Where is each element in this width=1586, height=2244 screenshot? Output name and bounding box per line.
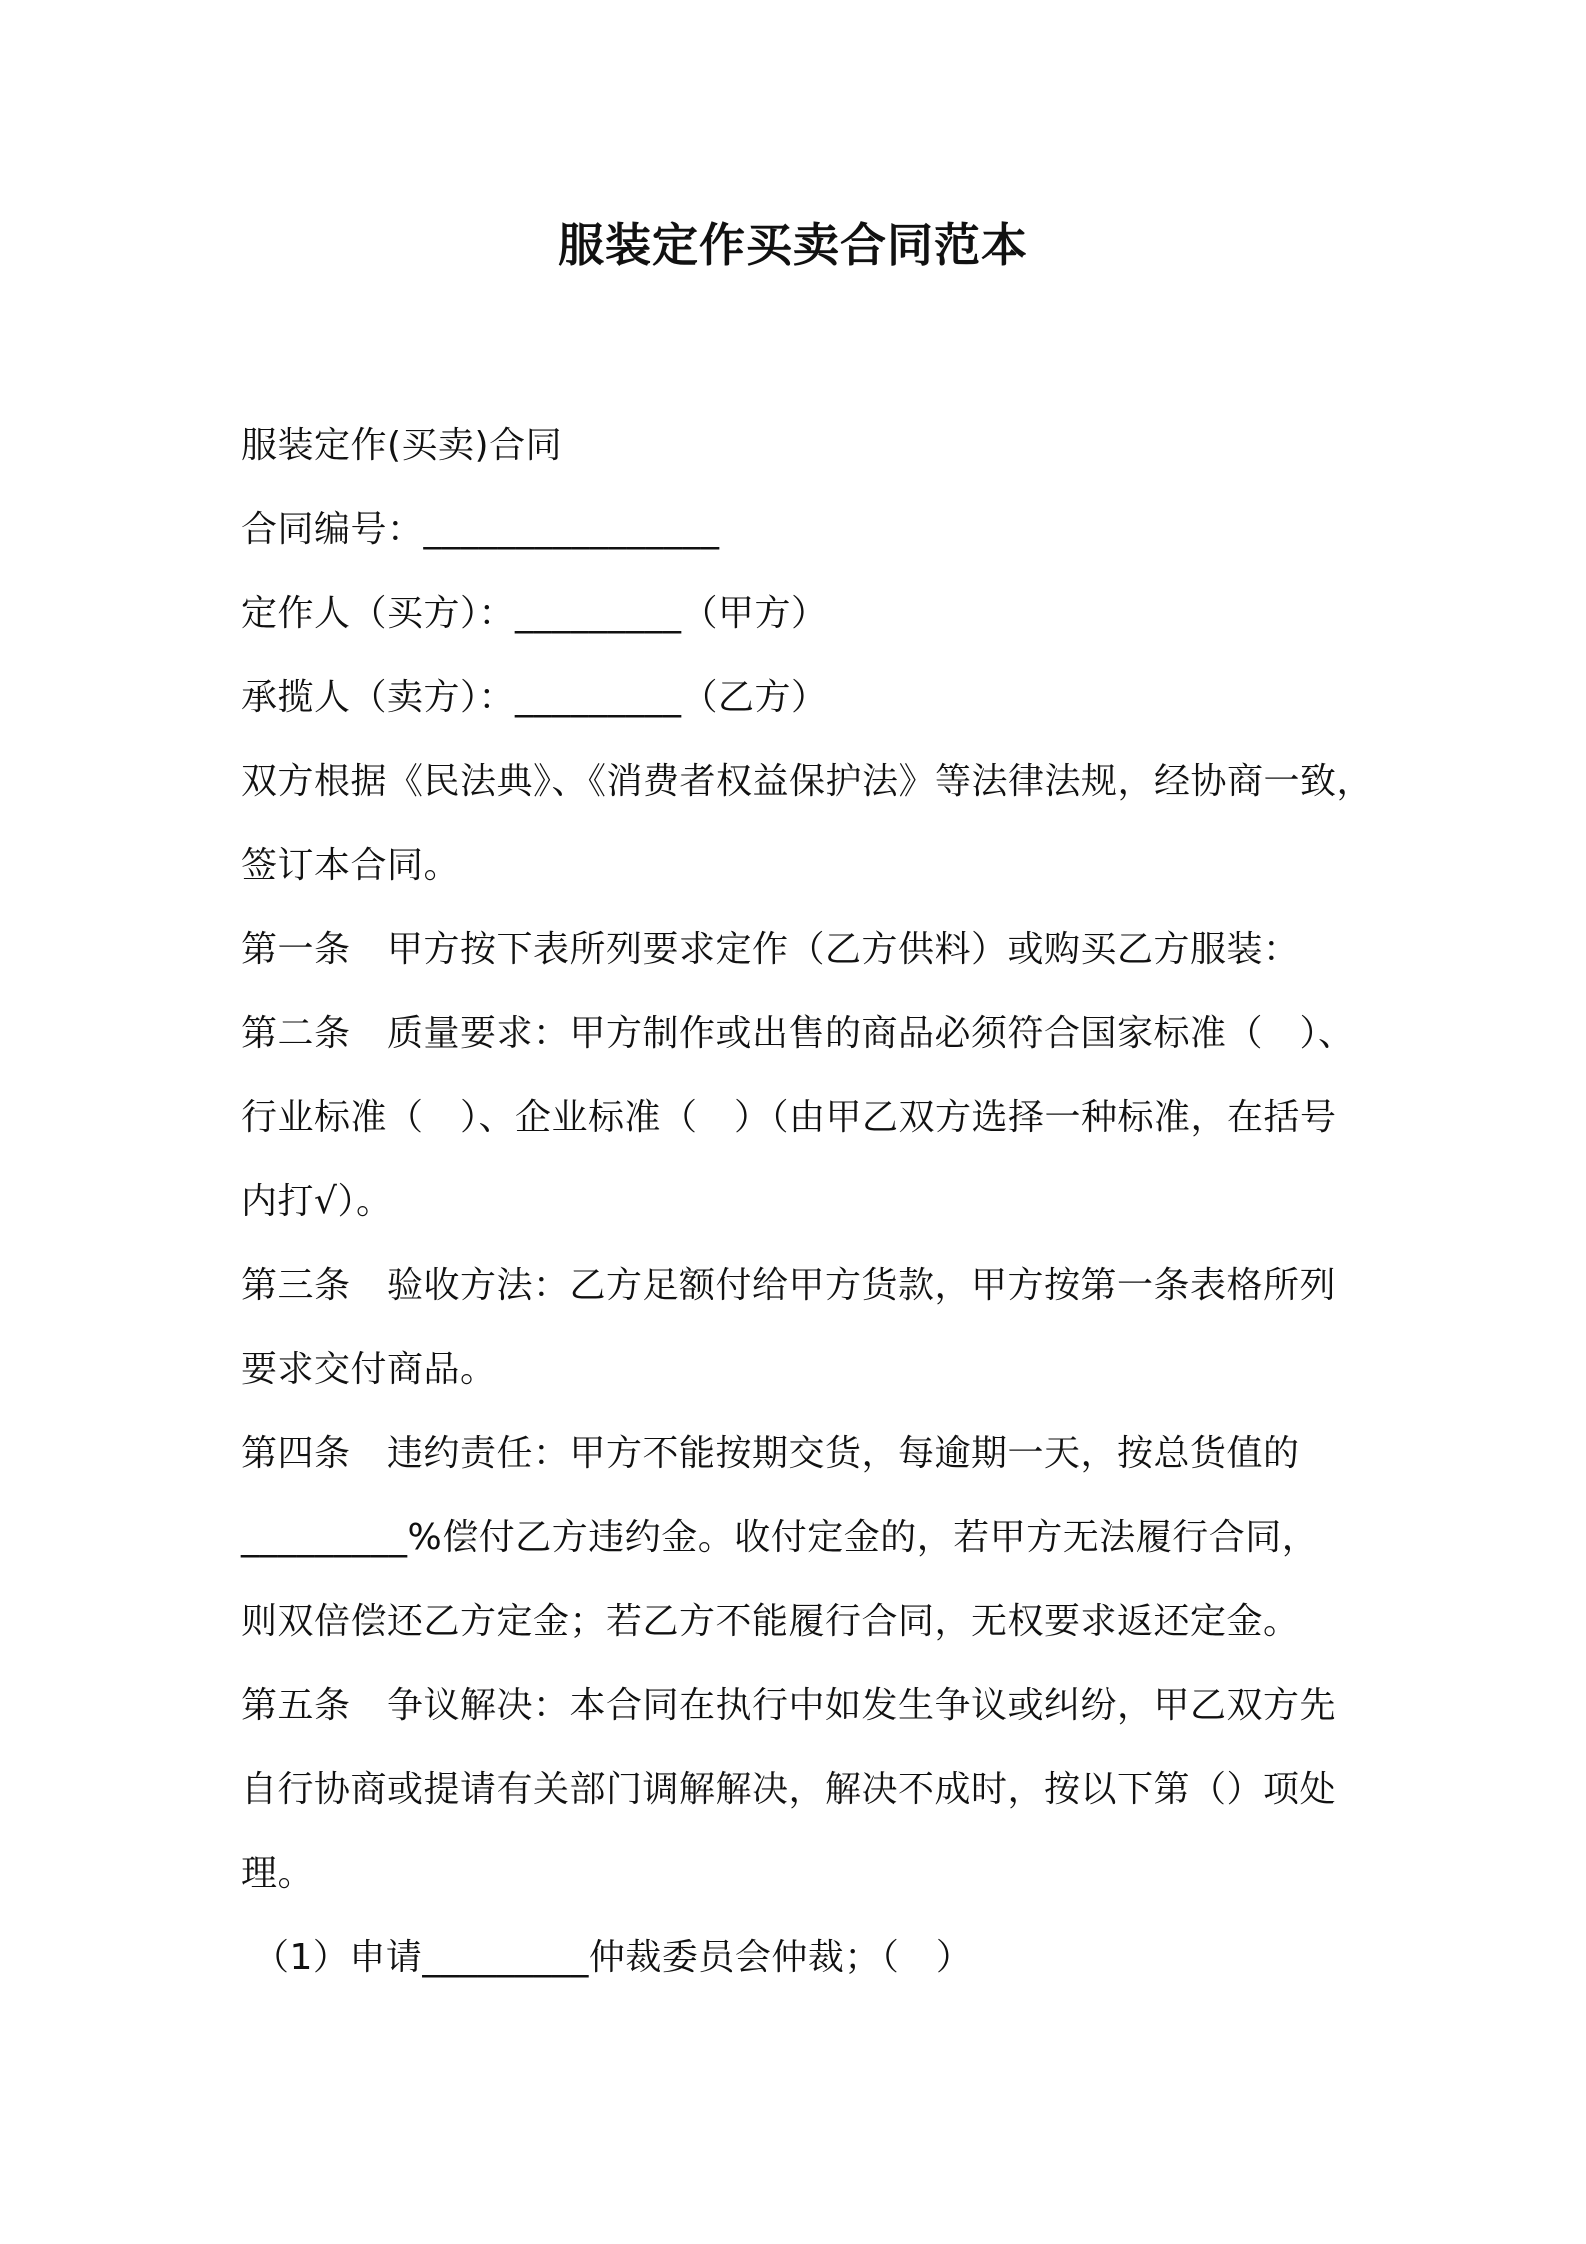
- document-body: [241, 404, 1374, 2000]
- option-1-line: （1）申请_________仲裁委员会仲裁；（ ）: [253, 1937, 973, 1978]
- seller-line: 承揽人（卖方）：_________（乙方）: [241, 677, 828, 718]
- article-2-line-1: 第二条 质量要求：甲方制作或出售的商品必须符合国家标准（ ）、: [241, 1013, 1355, 1054]
- article-4-line-3: 则双倍偿还乙方定金；若乙方不能履行合同，无权要求返还定金。: [241, 1601, 1300, 1642]
- article-5-line-2: 自行协商或提请有关部门调解解决，解决不成时，按以下第（）项处: [241, 1769, 1337, 1810]
- article-4-line-1: 第四条 违约责任：甲方不能按期交货，每逾期一天，按总货值的: [241, 1433, 1300, 1474]
- contract-name-line: 服装定作(买卖)合同: [241, 425, 563, 466]
- article-3-line-2: 要求交付商品。: [241, 1349, 497, 1390]
- preamble-line-2: 签订本合同。: [241, 845, 461, 886]
- contract-number-line: 合同编号：________________: [241, 509, 720, 550]
- article-5-line-1: 第五条 争议解决：本合同在执行中如发生争议或纠纷，甲乙双方先: [241, 1685, 1337, 1726]
- document-title: 服装定作买卖合同范本: [558, 218, 1028, 272]
- article-1-line: 第一条 甲方按下表所列要求定作（乙方供料）或购买乙方服装：: [241, 929, 1300, 970]
- article-4-line-2: _________%偿付乙方违约金。收付定金的，若甲方无法履行合同，: [241, 1517, 1319, 1558]
- article-2-line-2: 行业标准（ ）、企业标准（ ）（由甲乙双方选择一种标准，在括号: [241, 1097, 1337, 1138]
- article-3-line-1: 第三条 验收方法：乙方足额付给甲方货款，甲方按第一条表格所列: [241, 1265, 1337, 1306]
- buyer-line: 定作人（买方）：_________（甲方）: [241, 593, 828, 634]
- article-2-line-3: 内打√）。: [241, 1181, 393, 1222]
- preamble-line-1: 双方根据《民法典》、《消费者权益保护法》等法律法规，经协商一致，: [241, 761, 1374, 802]
- article-5-line-3: 理。: [241, 1853, 315, 1894]
